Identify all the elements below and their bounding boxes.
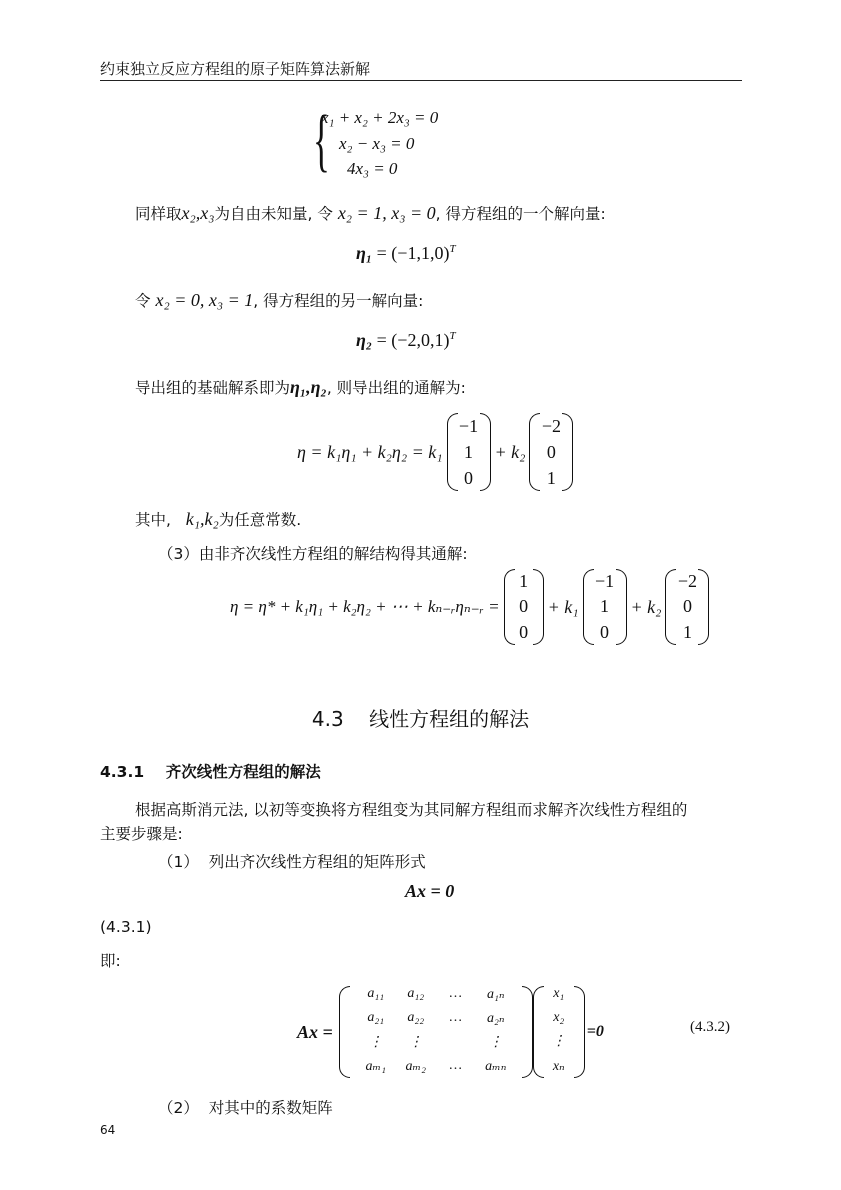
- ji-label: 即:: [100, 952, 121, 970]
- equation-general-solution: η = k₁η₁ + k₂η₂ = k₁ −1 1 0 + k₂ −2 0 1: [297, 412, 573, 492]
- system-line-3: 4x₃ = 0: [347, 159, 398, 178]
- vector-particular: 1 0 0: [504, 569, 544, 645]
- equation-ax-zero: Ax = 0: [405, 881, 455, 901]
- step-1: （1） 列出齐次线性方程组的矩阵形式: [158, 853, 426, 871]
- vector-eta1-full: −1 1 0: [583, 569, 627, 645]
- coefficient-matrix: a₁₁ a₁₂ … a₁ₙ a₂₁ a₂₂ … a₂ₙ ⋮ ⋮ ⋮ aₘ₁ aₘ₂ … aₘₙ: [339, 986, 533, 1078]
- paragraph-free-variables: 同样取x₂,x₃为自由未知量, 令 x₂ = 1, x₃ = 0, 得方程组的一个解向量:: [135, 203, 606, 223]
- vector-eta1: −1 1 0: [447, 413, 491, 491]
- equation-eta1: $\eta_1 = (-1,1,0)^T$: [356, 243, 456, 263]
- equation-eta2: $\eta_2 = (-2,0,1)^T$: [356, 330, 456, 350]
- paragraph-gauss-line2: 主要步骤是:: [100, 825, 183, 843]
- paragraph-second-solution: 令 x₂ = 0, x₃ = 1, 得方程组的另一解向量:: [135, 290, 424, 310]
- system-line-2: x₂ − x₃ = 0: [339, 134, 415, 153]
- paragraph-constants: 其中, k₁,k₂为任意常数.: [135, 509, 302, 529]
- x-vector: x₁ x₂ ⋮ xₙ: [533, 986, 585, 1078]
- section-title: 4.3 线性方程组的解法: [311, 707, 530, 731]
- page-number: 64: [100, 1123, 116, 1137]
- equation-matrix-form: Ax = a₁₁ a₁₂ … a₁ₙ a₂₁ a₂₂ … a₂ₙ ⋮ ⋮ ⋮ aₘ₁ aₘ₂ … aₘₙ x₁ x₂ ⋮ xₙ =0: [297, 984, 604, 1080]
- equation-label-4-3-1: (4.3.1): [100, 918, 152, 936]
- paragraph-nonhomogeneous: （3）由非齐次线性方程组的解结构得其通解:: [158, 545, 468, 563]
- equation-label-4-3-2: (4.3.2): [690, 1019, 730, 1035]
- system-line-1: x₁ + x₂ + 2x₃ = 0: [321, 108, 439, 127]
- vector-eta2-full: −2 0 1: [665, 569, 709, 645]
- subsection-title: 4.3.1 齐次线性方程组的解法: [100, 763, 321, 781]
- assignment: x₂ = 1, x₃ = 0: [337, 203, 436, 223]
- free-vars: x₂,x₃: [181, 203, 215, 223]
- vector-eta2: −2 0 1: [529, 413, 573, 491]
- left-brace: {: [313, 102, 330, 179]
- running-header: 约束独立反应方程组的原子矩阵算法新解: [100, 60, 371, 78]
- step-2: （2） 对其中的系数矩阵: [158, 1099, 333, 1117]
- header-rule: [100, 80, 742, 81]
- paragraph-gauss-line1: 根据高斯消元法, 以初等变换将方程组变为其同解方程组而求解齐次线性方程组的: [135, 801, 688, 819]
- paragraph-basis: 导出组的基础解系即为η₁,η₂, 则导出组的通解为:: [135, 377, 466, 397]
- equation-full-solution: η = η* + k₁η₁ + k₂η₂ + ⋯ + kₙ₋ᵣηₙ₋ᵣ = 1 0 0 + k₁ −1 1 0 + k₂ −2 0 1: [230, 567, 709, 647]
